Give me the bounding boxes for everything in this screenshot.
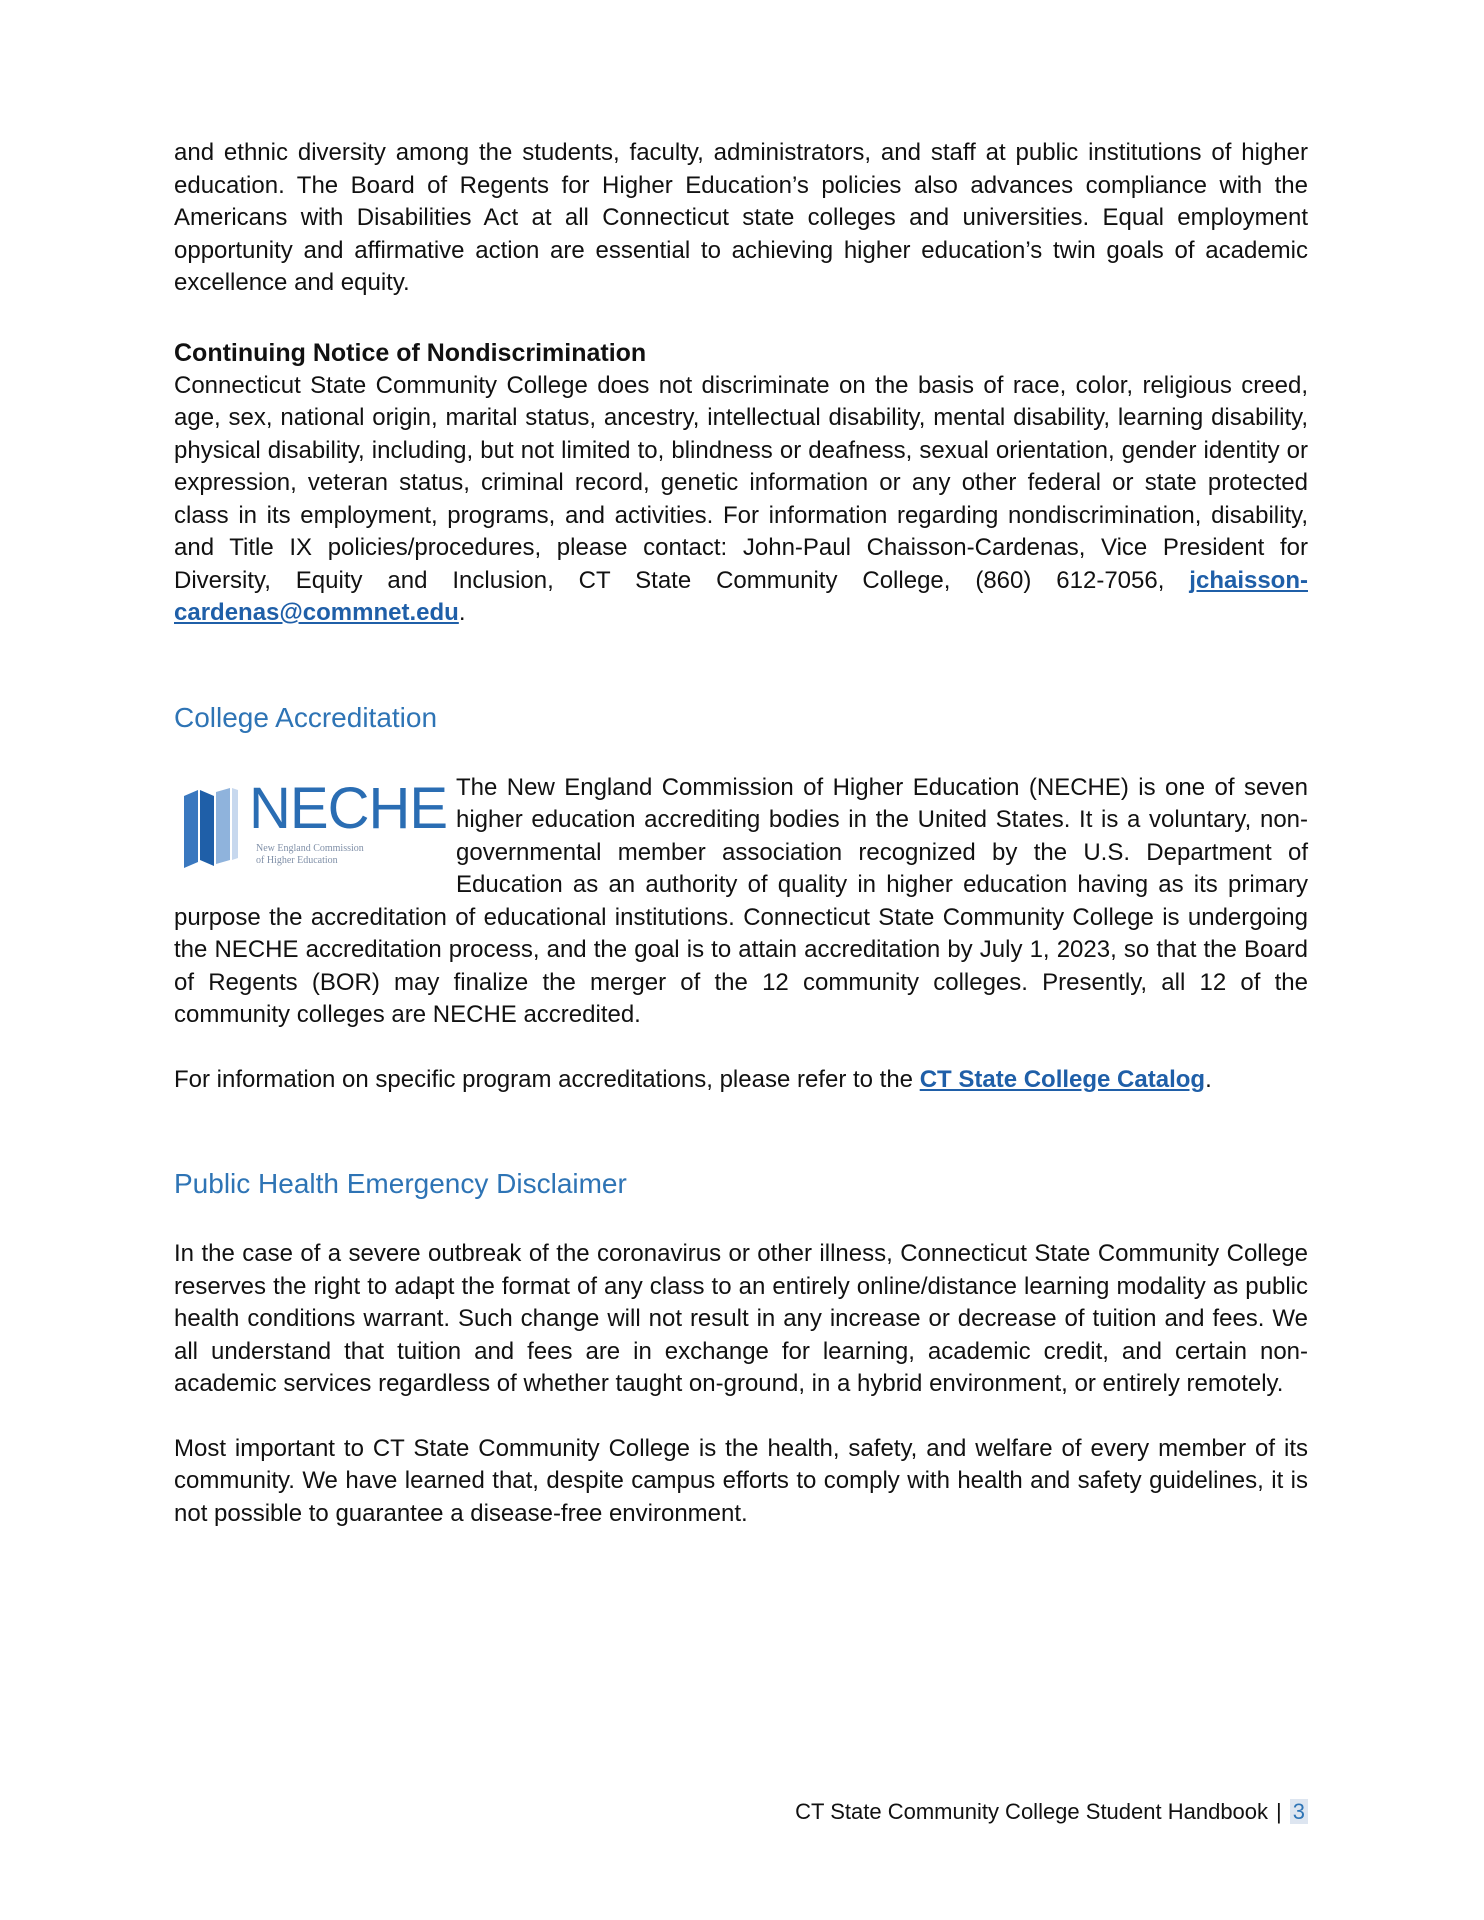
- spacer: [174, 1032, 1308, 1064]
- end-punct: .: [458, 599, 466, 626]
- email-link[interactable]: jchaisson-cardenas@commnet.edu: [174, 566, 1308, 626]
- catalog-paragraph: [174, 1064, 1308, 1097]
- spacer: [174, 1202, 1308, 1238]
- nondiscrimination-heading: Continuing Notice of Nondiscrimination: [174, 338, 647, 367]
- spacer: [174, 1401, 1308, 1433]
- neche-book-icon: [184, 788, 238, 868]
- nondiscrimination-paragraph: [174, 370, 1308, 630]
- accreditation-paragraph: The New England Commission of Higher Education (NECHE) is one of seven higher education accrediting bodies in the United States. It is a voluntary, non-governmental member association recognized by the U.S. Department of Education as an authority of quality in higher education having as its primary purpose the accreditation of educational institutions. Connecticut State Community College is undergoing the NECHE accreditation process, and the goal is to attain accreditation by July 1, 2023, so that the Board of Regents (BOR) may finalize the merger of the 12 community colleges. Presently, all 12 of the community colleges are NECHE accredited.: [174, 773, 1308, 1028]
- spacer: [174, 1096, 1308, 1166]
- accreditation-title: College Accreditation: [174, 701, 438, 733]
- spacer: [174, 630, 1308, 700]
- catalog-link[interactable]: CT State College Catalog: [919, 1065, 1206, 1093]
- public-health-paragraph-2: Most important to CT State Community College is the health, safety, and welfare of every member of its community. We have learned that, despite campus efforts to comply with health and safety guidelines, it is not possible to guarantee a disease-free environment.: [174, 1434, 1308, 1527]
- neche-subtitle: [256, 843, 364, 867]
- catalog-prefix: For information on specific program accreditations, please refer to the: [174, 1065, 920, 1093]
- page-footer: [0, 1797, 1308, 1827]
- public-health-paragraph-1: In the case of a severe outbreak of the coronavirus or other illness, Connecticut State Community College reserves the right to adapt the format of any class to an entirely online/distance learning modality as public health conditions warrant. Such change will not result in any increase or decrease of tuition and fees. We all understand that tuition and fees are in exchange for learning, academic credit, and certain non-academic services regardless of whether taught on-ground, in a hybrid environment, or entirely remotely.: [174, 1240, 1308, 1397]
- neche-wordmark: NECHE: [249, 775, 448, 841]
- neche-subtitle-line2: of Higher Education: [256, 854, 338, 866]
- page-number: 3: [1290, 1799, 1308, 1824]
- neche-logo: [174, 775, 448, 876]
- intro-paragraph: and ethnic diversity among the students, faculty, administrators, and staff at public institutions of higher education. The Board of Regents for Higher Education’s policies also advances compliance with the Americans with Disabilities Act at all Connecticut state colleges and universities. Equal employment opportunity and affirmative action are essential to achieving higher education’s twin goals of academic excellence and equity.: [174, 139, 1308, 296]
- catalog-suffix: .: [1205, 1065, 1212, 1093]
- page-content: [174, 137, 1308, 1530]
- nondiscrimination-body: Connecticut State Community College does not discriminate on the basis of race, color, religious creed, age, sex, national origin, marital status, ancestry, intellectual disability, mental disability, learning disability, physical disability, including, but not limited to, blindness or deafness, sexual orientation, gender identity or expression, veteran status, criminal record, genetic information or any other federal or state protected class in its employment, programs, and activities. For information regarding nondiscrimination, disability, and Title IX policies/procedures, please contact: John-Paul Chaisson-Cardenas, Vice President for Diversity, Equity and Inclusion, CT State Community College, (860) 612-7056,: [174, 371, 1308, 594]
- neche-subtitle-line1: New England Commission: [256, 842, 364, 854]
- accreditation-block: [174, 772, 1308, 1032]
- footer-separator: |: [1276, 1799, 1282, 1824]
- public-health-title: Public Health Emergency Disclaimer: [174, 1168, 627, 1199]
- spacer: [174, 300, 1308, 336]
- footer-text: CT State Community College Student Handbook: [795, 1799, 1269, 1824]
